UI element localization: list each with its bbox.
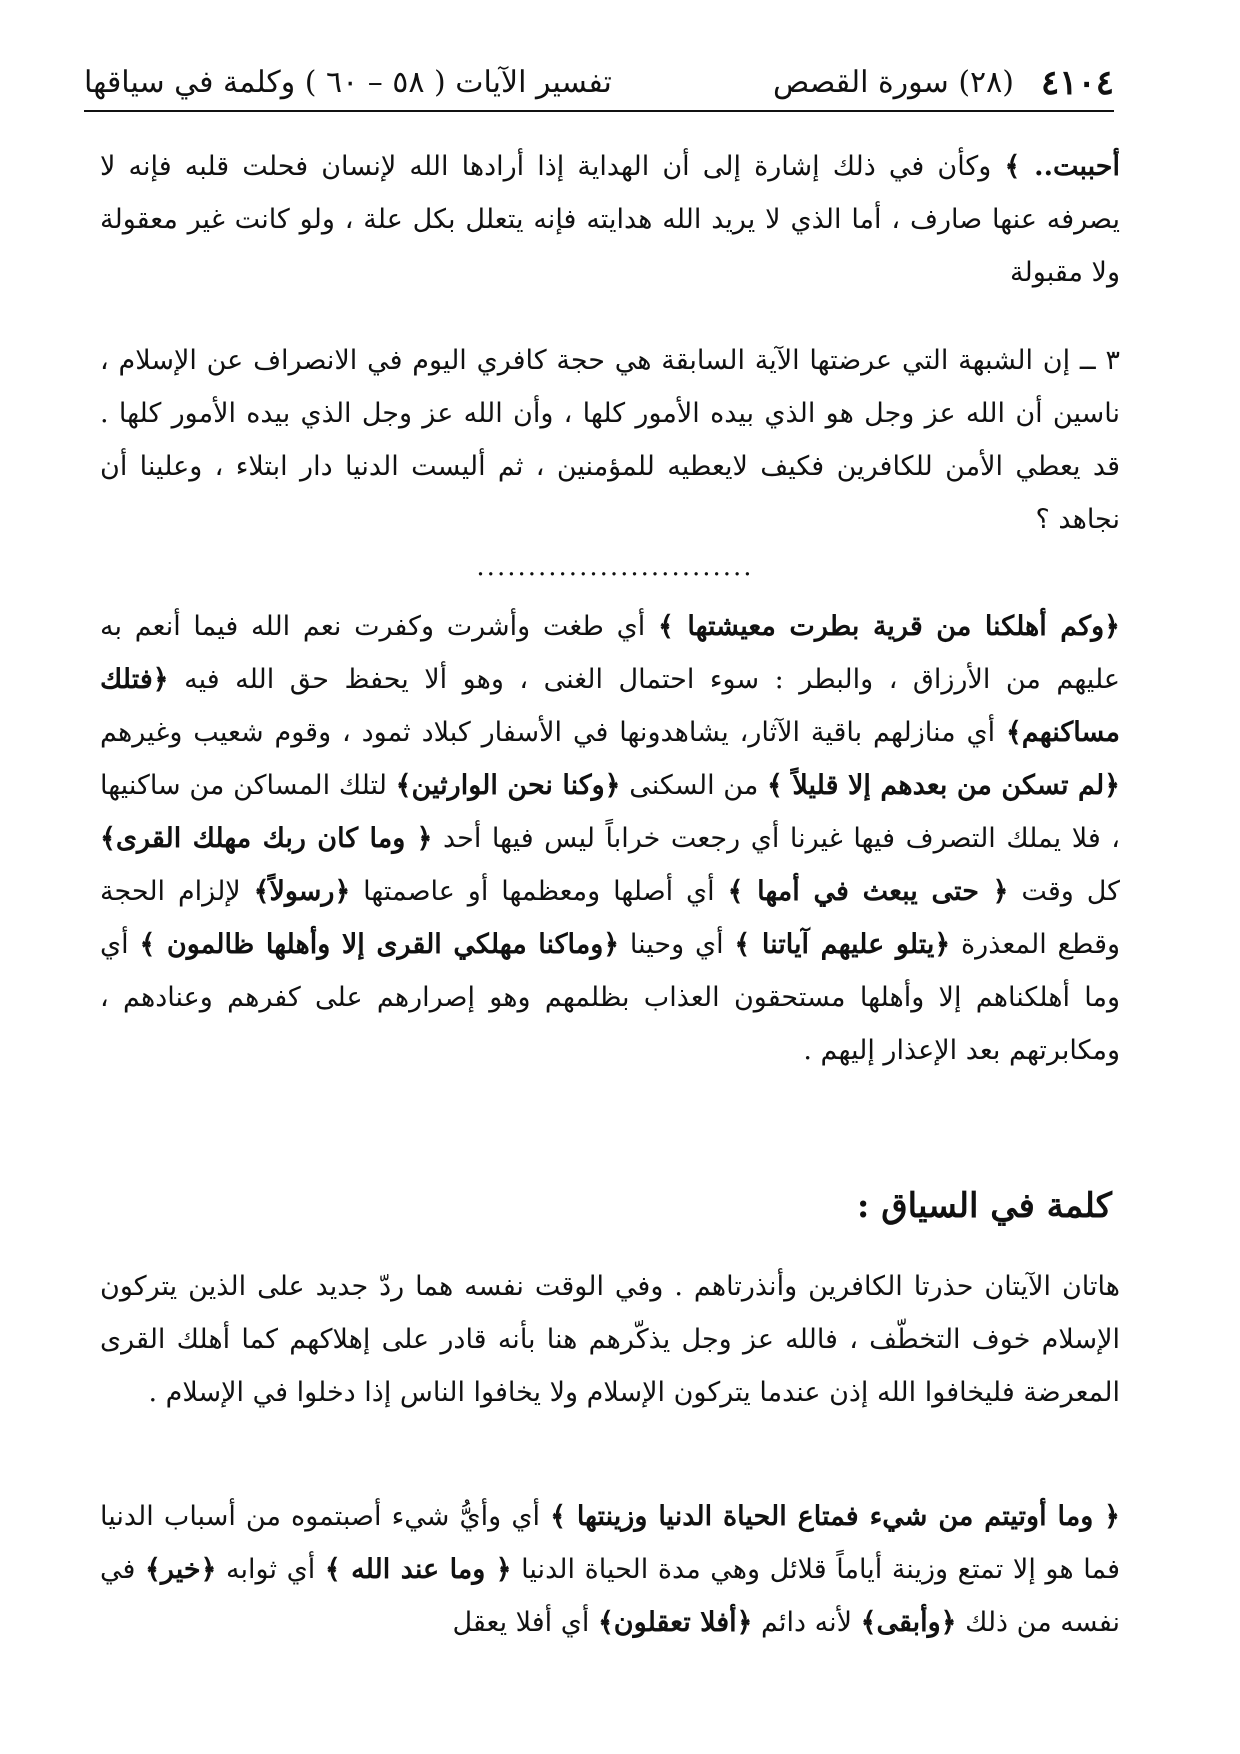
surah-title: (٢٨) سورة القصص (773, 65, 1014, 100)
header-rule (84, 110, 1114, 112)
section-separator: ........................... (476, 552, 754, 582)
section-caption: تفسير الآيات ( ٥٨ – ٦٠ ) وكلمة في سياقها (84, 65, 612, 100)
quran-quote: ﴿وأبقى﴾ (860, 1607, 957, 1638)
quran-quote: ﴿ حتى يبعث في أمها ﴾ (727, 876, 1009, 907)
commentary-text: لتلك المساكن من ساكنيها ، فلا يملك التصرف فيها غيرنا أي رجعت خراباً ليس فيها أحد (100, 770, 1120, 854)
quran-quote: ﴿يتلو عليهم آياتنا ﴾ (734, 929, 951, 960)
quran-quote: ﴿وماكنا مهلكي القرى إلا وأهلها ظالمون ﴾ (139, 929, 620, 960)
commentary-text: أي أفلا يعقل (452, 1607, 598, 1638)
quran-quote: ﴿خير﴾ (145, 1554, 217, 1585)
quran-quote: ﴿ وما كان ربك مهلك القرى﴾ (100, 823, 433, 854)
commentary-text: كل وقت (1008, 876, 1120, 907)
commentary-text: أي وحينا (619, 929, 735, 960)
commentary-text: لإلزام الحجة وقطع المعذرة (100, 876, 1121, 960)
paragraph-3 (100, 600, 1120, 1077)
commentary-text: في نفسه من ذلك (100, 1554, 1120, 1638)
commentary-text: أي ثوابه (216, 1554, 325, 1585)
commentary-text: من السكنى (620, 770, 768, 801)
section-heading: كلمة في السياق : (856, 1186, 1112, 1226)
quran-quote: ﴿ وما عند الله ﴾ (324, 1554, 512, 1585)
paragraph-5 (100, 1490, 1120, 1649)
quran-quote: ﴿وكم أهلكنا من قرية بطرت معيشتها ﴾ (658, 611, 1120, 642)
quran-quote: ﴿فتلك مساكنهم﴾ (100, 664, 1120, 748)
commentary-text: لأنه دائم (752, 1607, 861, 1638)
quran-quote: ﴿رسولاً﴾ (253, 876, 351, 907)
commentary-text: أي وما أهلكناهم إلا وأهلها مستحقون العذاب بظلمهم وهو إصرارهم على كفرهم وعنادهم ، ومكابرتهم بعد الإعذار إليهم . (100, 929, 1120, 1066)
paragraph-2: ٣ ــ إن الشبهة التي عرضتها الآية السابقة هي حجة كافري اليوم في الانصراف عن الإسلام ، ناسين أن الله عز وجل هو الذي بيده الأمور كلها ، وأن الله عز وجل الذي بيده الأمور كلها . قد يعطي الأمن للكافرين فكيف لايعطيه للمؤمنين ، ثم أليست الدنيا دار ابتلاء ، وعلينا أن نجاهد ؟ (100, 345, 1120, 535)
paragraph-1 (100, 140, 1120, 299)
quran-quote: ﴿وكنا نحن الوارثين﴾ (395, 770, 621, 801)
commentary-text: أي طغت وأشرت وكفرت نعم الله فيما أنعم به عليهم من الأرزاق ، والبطر : سوء احتمال الغنى ، وهو ألا يحفظ حق الله فيه (100, 611, 1120, 695)
quran-quote: ﴿ وما أوتيتم من شيء فمتاع الحياة الدنيا وزينتها ﴾ (550, 1501, 1121, 1532)
paragraph-1-text: وكأن في ذلك إشارة إلى أن الهداية إذا أرادها الله لإنسان فحلت قلبه فإنه لا يصرفه عنها صارف ، أما الذي لا يريد الله هدايته فإنه يتعلل بكل علة ، ولو كانت غير معقولة ولا مقبولة (100, 151, 1120, 288)
commentary-text: أي وأيُّ شيء أصبتموه من أسباب الدنيا فما هو إلا تمتع وزينة أياماً قلائل وهي مدة الحياة الدنيا (100, 1501, 1120, 1585)
quran-quote: ﴿أفلا تعقلون﴾ (597, 1607, 753, 1638)
paragraph-4: هاتان الآيتان حذرتا الكافرين وأنذرتاهم . وفي الوقت نفسه هما ردّ جديد على الذين يتركون الإسلام خوف التخطّف ، فالله عز وجل يذكّرهم هنا بأنه قادر على إهلاكهم كما أهلك القرى المعرضة فليخافوا الله إذن عندما يتركون الإسلام ولا يخافوا الناس إذا دخلوا في الإسلام . (100, 1271, 1120, 1408)
running-header (84, 58, 1114, 108)
paragraph-1-lead: أحببت.. ﴾ (1004, 151, 1120, 182)
page-number: ٤١٠٤ (1040, 63, 1114, 103)
commentary-text: أي أصلها ومعظمها أو عاصمتها (350, 876, 728, 907)
commentary-text: أي منازلهم باقية الآثار، يشاهدونها في الأسفار كبلاد ثمود ، وقوم شعيب وغيرهم (100, 717, 1006, 748)
quran-quote: ﴿لم تسكن من بعدهم إلا قليلاً ﴾ (767, 770, 1120, 801)
